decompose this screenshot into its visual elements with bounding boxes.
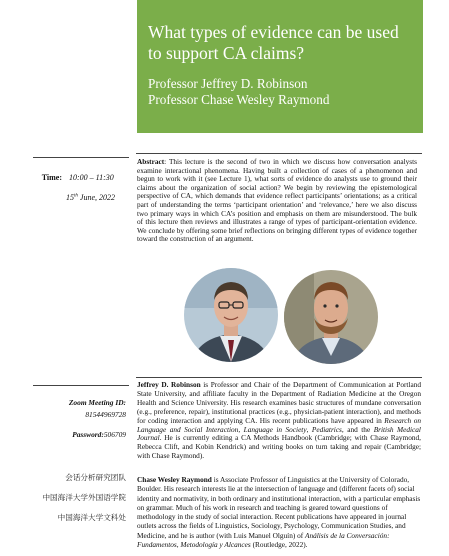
presenter-robinson: Professor Jeffrey D. Robinson bbox=[148, 76, 308, 91]
sep: , and the bbox=[341, 424, 374, 434]
zoom-label: Zoom Meeting ID: bbox=[68, 398, 126, 407]
divider-right-top bbox=[136, 153, 422, 154]
organizer-3: 中国海洋大学文科处 bbox=[57, 513, 126, 522]
book-title: Análisis de la Conversación: Fundamentos, Metodología y Alcances bbox=[137, 530, 390, 550]
zoom-id: 81544969728 bbox=[85, 410, 126, 419]
date-value bbox=[66, 193, 115, 202]
lecture-title: What types of evidence can be used to support CA claims? bbox=[148, 22, 399, 63]
password-value: 506709 bbox=[103, 430, 126, 439]
bio-raymond-text-2: (Routledge, 2022). bbox=[250, 540, 308, 550]
divider-right-middle bbox=[136, 377, 422, 378]
journal-rolsi: Research on Language and Social Interaction bbox=[137, 415, 421, 434]
bio-robinson-name: Jeffrey D. Robinson bbox=[137, 380, 201, 389]
journal-pediatrics: Pediatrics bbox=[311, 424, 342, 434]
organizer-2: 中国海洋大学外国语学院 bbox=[42, 493, 126, 502]
sep: , bbox=[306, 424, 312, 434]
time-value: 10:00 – 11:30 bbox=[69, 173, 114, 182]
robinson-photo bbox=[184, 268, 278, 362]
divider-left-top bbox=[33, 157, 129, 158]
password-row bbox=[72, 430, 126, 439]
password-label: Password: bbox=[72, 430, 104, 439]
journal-bmj: British Medical Journal bbox=[137, 424, 421, 443]
date-rest: June, 2022 bbox=[77, 193, 115, 202]
bio-robinson-text: is Professor and Chair of the Department of Communication at Portland State University, and affiliate faculty in the Department of Radiation Medicine at the Oregon Health and Science University. His research examines basic structures of mundane conversation (e.g., preference, repair), institutional practices (e.g., physician-patient interaction), and methods for coding interaction and applying CA. His recent publications have appeared in bbox=[137, 380, 421, 425]
presenter-raymond: Professor Chase Wesley Raymond bbox=[148, 92, 330, 107]
bio-robinson-text-2: . He is currently editing a CA Methods Handbook (Cambridge; with Chase Raymond, Rebecca Clift, and Kobin Kendrick) and writing books on turn taking and repair (Cambridge; with Chase Raymond). bbox=[137, 433, 421, 461]
sep: , bbox=[238, 424, 244, 434]
abstract bbox=[137, 158, 417, 244]
date-day: 15 bbox=[66, 193, 74, 202]
bio-raymond bbox=[137, 475, 421, 549]
journal-lis: Language in Society bbox=[243, 424, 307, 434]
raymond-photo bbox=[284, 270, 378, 364]
bio-raymond-text: is Associate Professor of Linguistics at the University of Colorado, Boulder. His research interests lie at the intersection of language and (different facets of) social identity and normativity, in both ordinary and institutional interaction, with a particular emphasis on grammar. Much of his work in research and teaching is geared toward questions of methodology in the study of social interaction. Recent publications have appeared in journal outlets across the fields of Linguistics, Sociology, Psychology, Communication Studies, and Medicine, and he is author (with Luis Manuel Olguín) of bbox=[137, 475, 421, 540]
divider-left-middle bbox=[33, 385, 129, 386]
time-label: Time: bbox=[41, 173, 62, 182]
abstract-label: Abstract bbox=[137, 157, 165, 166]
title-banner bbox=[137, 0, 423, 133]
bio-raymond-name: Chase Wesley Raymond bbox=[137, 475, 212, 484]
abstract-text: : This lecture is the second of two in which we discuss how conversation analysts examine interactional phenomena. Having built a collection of cases of a phenomenon and begun to work with it (see Lecture 1), what sorts of evidence do analysts use to ground their claims about the organization of social action? We begin by reviewing the epistemological perspective of CA, which demands that evidence reflect participants’ orientations; as a critical part of understanding the terms ‘participant orientation’ and ‘relevance,’ here we also discuss two primary ways in which CA’s position and emphasis on them are misunderstood. The bulk of this lecture then reviews and illustrates a range of types of participant-orientation evidence. We conclude by offering some brief reflections on bringing different types of evidence together toward the construction of an argument. bbox=[137, 157, 417, 244]
date-suffix: th bbox=[74, 193, 78, 199]
bio-robinson bbox=[137, 381, 421, 461]
organizer-1: 会话分析研究团队 bbox=[65, 473, 126, 482]
